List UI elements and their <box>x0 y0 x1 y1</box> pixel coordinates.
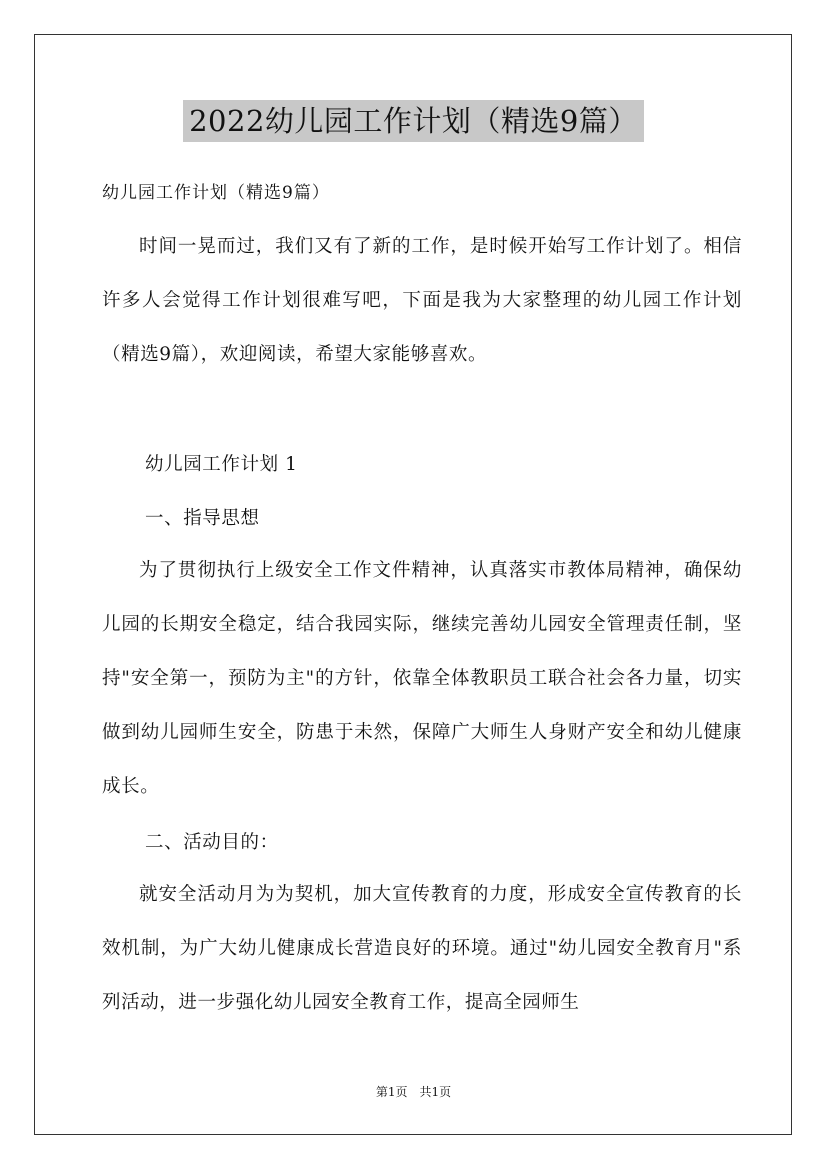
heading-guiding-ideology: 一、指导思想 <box>145 508 260 529</box>
page-footer: 第1页 共1页 <box>375 1085 452 1099</box>
intro-paragraph: 时间一晃而过，我们又有了新的工作，是时候开始写工作计划了。相信许多人会觉得工作计划很难写吧，下面是我为大家整理的幼儿园工作计划（精选9篇），欢迎阅读，希望大家能够喜欢。 <box>102 236 742 365</box>
document-title: 2022幼儿园工作计划（精选9篇） <box>183 100 644 142</box>
paragraph-activity-purpose: 就安全活动月为为契机，加大宣传教育的力度，形成安全宣传教育的长效机制，为广大幼儿健康成长营造良好的环境。通过"幼儿园安全教育月"系列活动，进一步强化幼儿园安全教育工作，提高全园师生 <box>102 884 742 1013</box>
document-subtitle: 幼儿园工作计划（精选9篇） <box>102 183 330 203</box>
section-title: 幼儿园工作计划 1 <box>145 454 298 475</box>
paragraph-guiding-ideology: 为了贯彻执行上级安全工作文件精神，认真落实市教体局精神，确保幼儿园的长期安全稳定，结合我园实际，继续完善幼儿园安全管理责任制，坚持"安全第一，预防为主"的方针，依靠全体教职员工联合社会各力量，切实做到幼儿园师生安全，防患于未然，保障广大师生人身财产安全和幼儿健康成长。 <box>102 560 742 797</box>
heading-activity-purpose: 二、活动目的： <box>145 832 279 853</box>
document-title-wrapper <box>0 100 827 142</box>
